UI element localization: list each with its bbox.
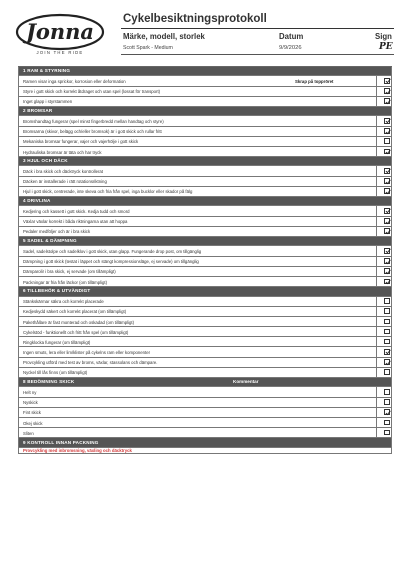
- model-label: Märke, modell, storlek: [123, 32, 205, 41]
- checklist-item-text: Ringklocka fungerar (om tillämpligt): [23, 339, 91, 345]
- check-icon: [385, 78, 391, 84]
- section-header: [18, 237, 392, 246]
- checkbox[interactable]: [384, 128, 390, 134]
- checkbox[interactable]: [384, 78, 390, 84]
- checkbox[interactable]: [384, 88, 390, 94]
- checklist-row[interactable]: [18, 317, 392, 327]
- checklist-item-text: Ingen smuts, lera eller lim/klister på cykelns ram eller komponenter: [23, 350, 151, 356]
- check-icon: [385, 129, 391, 135]
- column-divider: [376, 257, 377, 266]
- sign-label: Sign: [375, 32, 392, 41]
- check-icon: [385, 89, 391, 95]
- checklist-item-text: Däck i bra skick och däcktryck kontrollerat: [23, 169, 103, 175]
- column-divider: [376, 177, 377, 186]
- checklist-item-text: Provcykling utförd med test av broms, växlar, stassolans och dämpare.: [23, 360, 158, 366]
- checkbox[interactable]: [384, 208, 390, 214]
- check-icon: [385, 149, 391, 155]
- column-divider: [376, 116, 377, 125]
- checkbox[interactable]: [384, 409, 390, 415]
- check-icon: [385, 168, 391, 174]
- checklist-item-text: Dämpning i gott skick (testat i läppet och stängt kompressionsläge, ej servade) om tillgänglig: [23, 259, 199, 265]
- column-divider: [376, 76, 377, 85]
- date-value[interactable]: 9/9/2026: [279, 45, 302, 51]
- checklist-item-text: Packningar är fria från läckor (om tillämpligt): [23, 279, 108, 285]
- checklist-item-text: Kedjering och kassett i gott skick. Kedja tudd och smord: [23, 209, 130, 215]
- checkbox[interactable]: [384, 268, 390, 274]
- column-divider: [376, 327, 377, 336]
- checklist-row[interactable]: [18, 428, 392, 438]
- check-icon: [385, 118, 391, 124]
- column-divider: [376, 217, 377, 226]
- checklist-row[interactable]: [18, 347, 392, 357]
- section-header: [18, 67, 392, 76]
- checklist-row[interactable]: [18, 217, 392, 227]
- section-title: 9 KONTROLL INNAN PACKNING: [23, 439, 99, 445]
- column-divider: [376, 368, 377, 377]
- check-icon: [385, 410, 391, 416]
- checkbox[interactable]: [384, 359, 390, 365]
- checklist-row[interactable]: [18, 76, 392, 86]
- check-icon: [385, 99, 391, 105]
- checkbox[interactable]: [384, 168, 390, 174]
- check-icon: [385, 179, 391, 185]
- column-divider: [376, 147, 377, 156]
- checklist-item-text: Sliten: [23, 430, 34, 436]
- checklist-item-text: Helt ny: [23, 390, 37, 396]
- checklist-item-text: Fint skick: [23, 410, 41, 416]
- section-header: [18, 438, 392, 447]
- checkbox[interactable]: [384, 430, 390, 436]
- checkbox[interactable]: [384, 339, 390, 345]
- checklist-row[interactable]: [18, 177, 392, 187]
- column-divider: [376, 267, 377, 276]
- checklist-item-text: Mekaniska bromsar fungerar, vajer och vajerhölje i gott skick: [23, 139, 139, 145]
- check-icon: [385, 229, 391, 235]
- column-divider: [376, 317, 377, 326]
- checklist-row[interactable]: [18, 398, 392, 408]
- checkbox[interactable]: [384, 369, 390, 375]
- checklist-item-text: Hydrauliska bromsar är täta och har tryck: [23, 149, 102, 155]
- check-icon: [385, 208, 391, 214]
- checklist-row[interactable]: [18, 97, 392, 107]
- section-title: 3 HJUL OCH DÄCK: [23, 158, 68, 164]
- inspection-note[interactable]: Skrap på toppröret: [295, 78, 334, 84]
- section-header: [18, 107, 392, 116]
- checklist-row[interactable]: [18, 448, 392, 454]
- jonna-logo: [14, 12, 106, 58]
- section-header: [18, 378, 392, 387]
- check-icon: [385, 219, 391, 225]
- value-underline: [121, 54, 394, 55]
- checkbox[interactable]: [384, 298, 390, 304]
- sign-value[interactable]: PE: [379, 42, 393, 52]
- column-divider: [376, 297, 377, 306]
- checklist-row[interactable]: [18, 257, 392, 267]
- title-divider: [121, 28, 394, 29]
- checklist-row[interactable]: [18, 227, 392, 237]
- checklist-row[interactable]: [18, 358, 392, 368]
- checklist-item-text: Bromshandtag fungerar (spel minst fingerbredd mellan handtag och styre): [23, 118, 164, 124]
- section-title: 4 DRIVLINA: [23, 198, 51, 204]
- checklist-item-text: Provcykling med inbromsning, växling och däcktryck: [23, 448, 132, 454]
- check-icon: [385, 279, 391, 285]
- column-divider: [376, 358, 377, 367]
- check-icon: [385, 360, 391, 366]
- column-divider: [376, 87, 377, 96]
- checkbox[interactable]: [384, 228, 390, 234]
- checklist-row[interactable]: [18, 246, 392, 256]
- checklist-item-text: Pakethållare är fast monterad och oskadad (om tillämpligt): [23, 319, 135, 325]
- checklist-row[interactable]: [18, 166, 392, 176]
- checklist-item-text: Dämparolir i bra skick, ej servade (om tillämpligt): [23, 269, 116, 275]
- comment-column-header: Kommentar: [233, 379, 259, 385]
- checkbox[interactable]: [384, 118, 390, 124]
- column-divider: [376, 166, 377, 175]
- column-divider: [376, 337, 377, 346]
- checklist-row[interactable]: [18, 297, 392, 307]
- section-title: 6 TILLBEHÖR & UTVÄNDIGT: [23, 288, 91, 294]
- check-icon: [385, 189, 391, 195]
- checklist-row[interactable]: [18, 387, 392, 397]
- section-header: [18, 157, 392, 166]
- checklist-item-text: Växlar växlar korrekt i båda riktningarna utan att hoppa: [23, 219, 128, 225]
- checklist-row[interactable]: [18, 327, 392, 337]
- model-value[interactable]: Scott Spark - Medium: [123, 45, 173, 51]
- checklist-item-text: Styre i gott skick och korrekt åtdraget och utan spel (lossat för transport): [23, 89, 161, 95]
- checklist-item-text: Nyskick: [23, 400, 38, 406]
- checklist-row[interactable]: [18, 206, 392, 216]
- checklist-row[interactable]: [18, 337, 392, 347]
- column-divider: [376, 127, 377, 136]
- checklist-row[interactable]: [18, 408, 392, 418]
- checklist-item-text: Däcken är installerade i rätt rotationsriktning: [23, 179, 107, 185]
- column-divider: [376, 277, 377, 286]
- column-divider: [376, 387, 377, 396]
- logo-mark: [14, 12, 106, 58]
- checklist-item-text: Pedaler medföljer och är i bra skick: [23, 229, 91, 235]
- section-header: [18, 197, 392, 206]
- checkbox[interactable]: [384, 188, 390, 194]
- checkbox[interactable]: [384, 319, 390, 325]
- column-divider: [376, 206, 377, 215]
- checkbox[interactable]: [384, 329, 390, 335]
- checklist-item-text: Sadel, sadelstolpe och sadelklov i gott skick, utan glapp. Fungerande drop post, om tillgänglig: [23, 248, 202, 254]
- checklist-item-text: Cykelstöd - funktionellt och fritt från spel (om tillämpligt): [23, 329, 129, 335]
- checklist-row[interactable]: [18, 116, 392, 126]
- checklist-item-text: Inget glapp i styrstammen: [23, 99, 73, 105]
- column-divider: [376, 187, 377, 196]
- checklist-row[interactable]: [18, 147, 392, 157]
- date-label: Datum: [279, 32, 304, 41]
- column-divider: [376, 418, 377, 427]
- column-divider: [376, 227, 377, 236]
- checklist-row[interactable]: [18, 418, 392, 428]
- column-divider: [376, 398, 377, 407]
- checkbox[interactable]: [384, 98, 390, 104]
- checklist-item-text: Nyckel till lås finns (om tillämpligt): [23, 370, 88, 376]
- check-icon: [385, 349, 391, 355]
- checklist-row[interactable]: [18, 277, 392, 287]
- column-divider: [376, 307, 377, 316]
- checklist-row[interactable]: [18, 307, 392, 317]
- checklist-item-text: Okej skick: [23, 420, 43, 426]
- checklist-row[interactable]: [18, 187, 392, 197]
- checklist-row[interactable]: [18, 127, 392, 137]
- checkbox[interactable]: [384, 389, 390, 395]
- logo-tagline: JOIN THE RIDE: [36, 50, 84, 55]
- column-divider: [376, 97, 377, 106]
- section-title: 8 BEDÖMNING SKICK: [23, 379, 75, 385]
- checkbox[interactable]: [384, 420, 390, 426]
- section-title: 2 BROMSAR: [23, 108, 53, 114]
- section-title: 5 SADEL & DÄMPNING: [23, 238, 77, 244]
- checkbox[interactable]: [384, 258, 390, 264]
- checkbox[interactable]: [384, 218, 390, 224]
- checkbox[interactable]: [384, 349, 390, 355]
- section-header: [18, 287, 392, 296]
- column-divider: [376, 428, 377, 437]
- check-icon: [385, 259, 391, 265]
- checklist-item-text: Kedjeskydd säkert och korrekt placerat (om tillämpligt): [23, 309, 127, 315]
- column-divider: [376, 246, 377, 255]
- page-title: Cykelbesiktningsprotokoll: [123, 13, 267, 25]
- logo-text: Jonna: [25, 19, 95, 44]
- checkbox[interactable]: [384, 308, 390, 314]
- column-divider: [376, 347, 377, 356]
- checklist-item-text: Bromsarna (skivor, belägg och/eller bromsok) är i gott skick och rullar fritt: [23, 129, 162, 135]
- checklist-item-text: Hjul i gott skick, centrerade, inte skeva och fria från spel, inga bucklor eller skador på fälg: [23, 189, 193, 195]
- checklist-item-text: Stänkskärmar säkra och korrekt placerade: [23, 299, 104, 305]
- checklist-item-text: Ramen visar inga sprickor, korrosion eller deformation: [23, 78, 126, 84]
- column-divider: [376, 137, 377, 146]
- check-icon: [385, 248, 391, 254]
- checkbox[interactable]: [384, 399, 390, 405]
- checklist-row[interactable]: [18, 267, 392, 277]
- checkbox[interactable]: [384, 279, 390, 285]
- checklist-row[interactable]: [18, 368, 392, 378]
- checkbox[interactable]: [384, 138, 390, 144]
- checklist-table: [18, 66, 392, 454]
- checkbox[interactable]: [384, 149, 390, 155]
- checklist-row[interactable]: [18, 137, 392, 147]
- checkbox[interactable]: [384, 178, 390, 184]
- checkbox[interactable]: [384, 248, 390, 254]
- check-icon: [385, 269, 391, 275]
- section-title: 1 RAM & STYRNING: [23, 68, 71, 74]
- checklist-row[interactable]: [18, 87, 392, 97]
- column-divider: [376, 408, 377, 417]
